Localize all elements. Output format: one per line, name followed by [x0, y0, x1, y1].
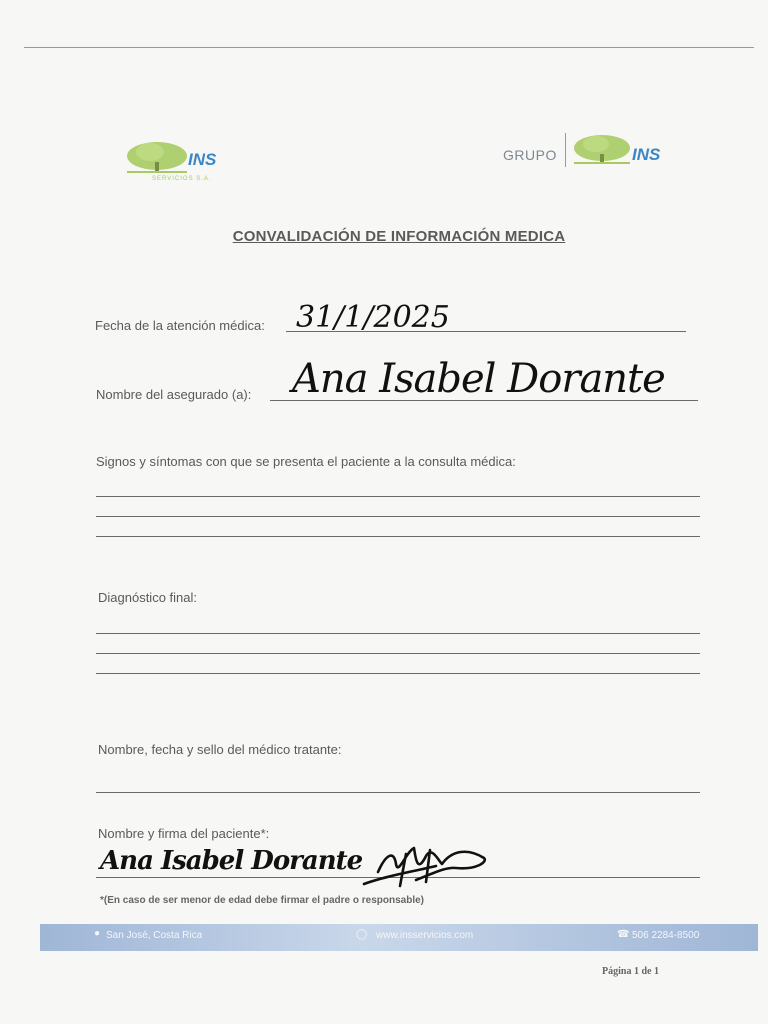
logo-separator: [565, 133, 566, 167]
diagnostico-line-1: [96, 633, 700, 634]
diagnostico-label: Diagnóstico final:: [98, 590, 197, 605]
medico-tratante-label: Nombre, fecha y sello del médico tratante:: [98, 742, 342, 757]
form-title: CONVALIDACIÓN DE INFORMACIÓN MEDICA: [232, 228, 566, 245]
fecha-label: Fecha de la atención médica:: [95, 318, 265, 333]
logo-right-text: INS: [632, 145, 661, 164]
logo-left-subtitle: SERVICIOS S.A.: [152, 176, 212, 182]
nombre-asegurado-handwritten-value: Ana Isabel Dorante: [292, 356, 665, 402]
grupo-ins-logo: [503, 130, 683, 170]
signos-line-1: [96, 496, 700, 497]
ins-servicios-logo: [122, 136, 242, 188]
nombre-asegurado-label: Nombre del asegurado (a):: [96, 387, 252, 402]
diagnostico-line-3: [96, 673, 700, 674]
logo-grupo-text: GRUPO: [503, 147, 557, 163]
medico-line: [96, 792, 700, 793]
signos-sintomas-label: Signos y síntomas con que se presenta el paciente a la consulta médica:: [96, 454, 516, 469]
globe-icon: ◯: [356, 929, 368, 940]
top-divider: [24, 47, 754, 48]
phone-icon: ☎: [617, 929, 630, 940]
tree-icon: [570, 132, 634, 168]
tree-icon: [122, 138, 192, 178]
paciente-label: Nombre y firma del paciente*:: [98, 826, 270, 841]
footer-phone: 506 2284-8500: [632, 930, 700, 941]
logo-left-text: INS: [188, 150, 217, 169]
page-number: Página 1 de 1: [602, 966, 659, 977]
footer-location: San José, Costa Rica: [106, 930, 203, 941]
footer-website: www.insservicios.com: [376, 930, 474, 941]
signos-line-2: [96, 516, 700, 517]
location-pin-icon: ●: [94, 928, 101, 939]
patient-signature-icon: [356, 842, 496, 892]
signos-line-3: [96, 536, 700, 537]
footnote: *(En caso de ser menor de edad debe firmar el padre o responsable): [100, 895, 424, 906]
fecha-handwritten-value: 31/1/2025: [296, 300, 450, 335]
diagnostico-line-2: [96, 653, 700, 654]
paciente-handwritten-name: Ana Isabel Dorante: [100, 846, 363, 876]
